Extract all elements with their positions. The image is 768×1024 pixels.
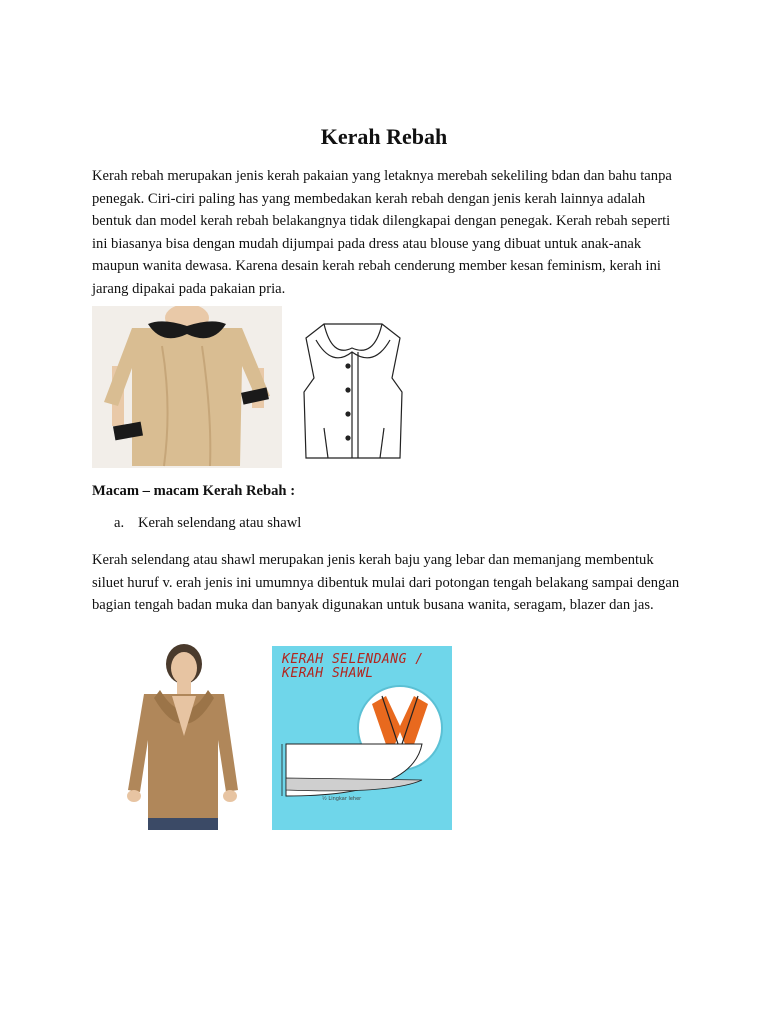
- shawl-paragraph: Kerah selendang atau shawl merupakan jenis kerah baju yang lebar dan memanjang membentuk siluet huruf v. erah jenis ini umumnya dibentuk mulai dari potongan tengah belakang sampai dengan bagian tengah badan muka dan banyak digunakan untuk busana wanita, seragam, blazer dan jas.: [92, 552, 680, 614]
- diagram-caption-line1: KERAH SELENDANG /: [282, 652, 424, 667]
- list-item-text: Kerah selendang atau shawl: [138, 515, 302, 531]
- blouse-drawing: [294, 318, 412, 464]
- types-heading: Macam – macam Kerah Rebah :: [92, 483, 296, 499]
- list-marker: a.: [114, 515, 125, 531]
- sweater-photo: [114, 640, 250, 830]
- blouse-photo: [92, 306, 282, 468]
- diagram-footnote: ½ Lingkar leher: [322, 796, 362, 802]
- list-item: [114, 515, 301, 532]
- diagram-caption-line2: KERAH SHAWL: [282, 666, 374, 681]
- shawl-collar-diagram: [272, 646, 452, 830]
- page-title: Kerah Rebah: [320, 124, 448, 149]
- intro-paragraph: Kerah rebah merupakan jenis kerah pakaian yang letaknya merebah sekeliling bdan dan bahu tanpa penegak. Ciri-ciri paling has yang membedakan kerah rebah dengan jenis kerah lainnya adalah bentuk dan model kerah rebah belakangnya tidak dilengkapai dengan penegak. Kerah rebah seperti ini biasanya bisa dengan mudah dijumpai pada dress atau blouse yang dibuat untuk anak-anak maupun wanita dewasa. Karena desain kerah rebah cenderung member kesan feminism, kerah ini jarang dipakai pada pakaian pria.: [92, 168, 672, 297]
